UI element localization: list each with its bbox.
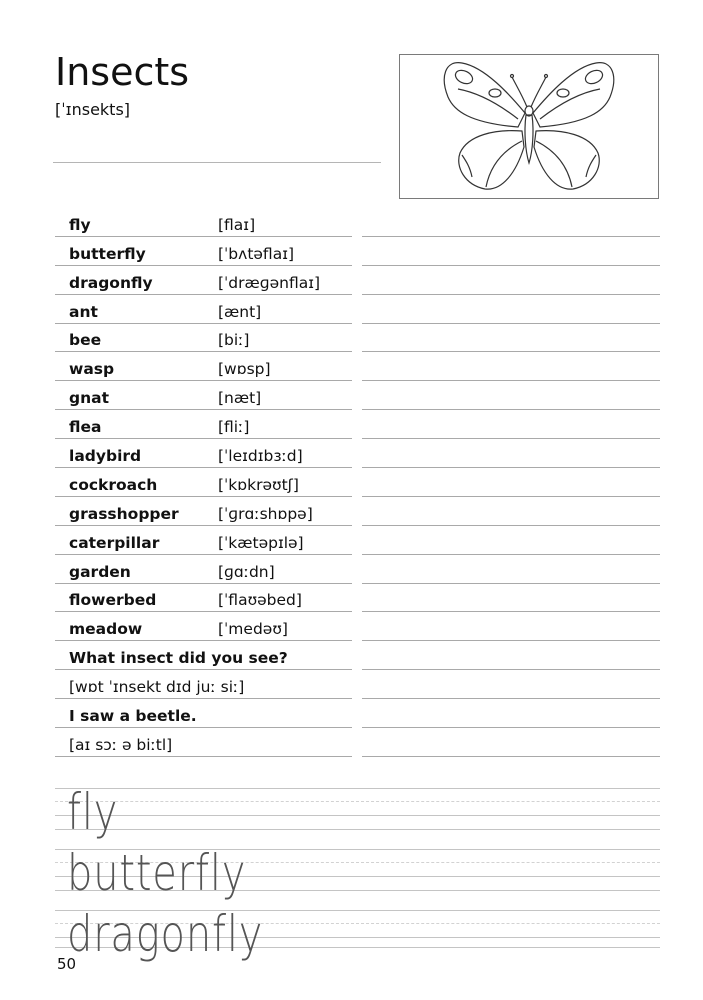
handwriting-sample: fly [67, 783, 119, 841]
vocab-word: garden [69, 562, 131, 581]
vocab-transcription: [wɒsp] [218, 360, 271, 379]
vocab-row [55, 352, 660, 381]
vocab-row [55, 439, 660, 468]
vocab-word: bee [69, 331, 102, 350]
vocab-transcription: [ˈleɪdɪbɜːd] [218, 447, 303, 466]
phrase-row [55, 728, 660, 757]
vocab-transcription: [ˈflaʊəbed] [218, 591, 302, 610]
page-number: 50 [57, 955, 77, 973]
vocab-transcription: [flaɪ] [218, 215, 256, 234]
vocab-transcription: [biː] [218, 331, 250, 350]
vocab-row [55, 555, 660, 584]
vocab-row [55, 468, 660, 497]
vocab-transcription: [ˈmedəʊ] [218, 620, 288, 639]
vocab-word: ladybird [69, 447, 142, 466]
vocab-word: meadow [69, 620, 143, 639]
vocab-word: fly [69, 215, 91, 234]
vocab-transcription: [ɡɑːdn] [218, 562, 275, 581]
handwriting-guide-line [55, 829, 660, 830]
vocab-transcription: [ˈdræɡənflaɪ] [218, 273, 321, 292]
handwriting-practice-block [55, 844, 660, 909]
vocab-word: butterfly [69, 244, 146, 263]
vocab-row [55, 381, 660, 410]
phrase-transcription: [wɒt ˈɪnsekt dɪd juː siː] [69, 678, 245, 697]
page-title: Insects [55, 50, 190, 94]
vocabulary-list [55, 208, 660, 757]
vocab-transcription: [ˈɡrɑːshɒpə] [218, 504, 313, 523]
butterfly-picture-frame [399, 54, 659, 199]
handwriting-sample: butterfly [67, 844, 247, 902]
phrase-row [55, 699, 660, 728]
vocab-row [55, 526, 660, 555]
handwriting-practice-block [55, 905, 660, 970]
phrase-transcription: [aɪ sɔː ə biːtl] [69, 735, 173, 754]
phrase-sentence: What insect did you see? [69, 649, 288, 668]
vocab-word: ant [69, 302, 98, 321]
phrase-sentence: I saw a beetle. [69, 707, 197, 726]
vocab-transcription: [fliː] [218, 418, 250, 437]
vocab-word: flowerbed [69, 591, 157, 610]
vocab-word: dragonfly [69, 273, 153, 292]
vocab-word: gnat [69, 389, 109, 408]
phrase-row [55, 670, 660, 699]
vocab-row [55, 237, 660, 266]
vocab-row [55, 497, 660, 526]
writing-line [55, 756, 352, 757]
handwriting-sample: dragonfly [67, 905, 264, 963]
vocab-row [55, 584, 660, 613]
vocab-row [55, 295, 660, 324]
phrase-row [55, 641, 660, 670]
vocab-transcription: [ˈbʌtəflaɪ] [218, 244, 295, 263]
title-writing-line [53, 162, 381, 163]
vocab-word: grasshopper [69, 504, 179, 523]
vocab-transcription: [ænt] [218, 302, 262, 321]
vocab-word: caterpillar [69, 533, 160, 552]
title-transcription: [ˈɪnsekts] [55, 100, 131, 119]
vocab-word: wasp [69, 360, 115, 379]
vocab-word: cockroach [69, 475, 158, 494]
handwriting-guide-line [55, 815, 660, 816]
vocab-transcription: [ˈkɒkrəʊtʃ] [218, 475, 299, 494]
vocab-row [55, 410, 660, 439]
vocab-row [55, 612, 660, 641]
writing-line [362, 756, 660, 757]
handwriting-practice-block [55, 783, 660, 848]
vocab-row [55, 324, 660, 353]
vocab-word: flea [69, 418, 102, 437]
vocab-row [55, 266, 660, 295]
handwriting-guide-line [55, 801, 660, 802]
handwriting-guide-line [55, 788, 660, 789]
vocab-row [55, 208, 660, 237]
vocab-transcription: [næt] [218, 389, 262, 408]
butterfly-icon [400, 55, 658, 198]
vocab-transcription: [ˈkætəpɪlə] [218, 533, 304, 552]
